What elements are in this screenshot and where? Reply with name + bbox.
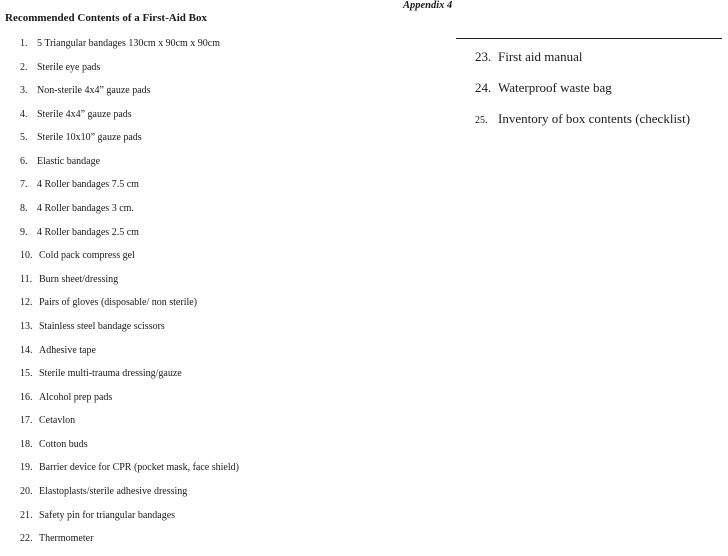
list-item: [20, 532, 239, 556]
contents-list-right: [475, 48, 690, 141]
list-item: [20, 202, 239, 226]
list-item: [20, 37, 239, 61]
item-number: 4.: [20, 108, 28, 120]
document-title: Recommended Contents of a First-Aid Box: [5, 12, 207, 24]
list-item: [20, 391, 239, 415]
list-item: [20, 414, 239, 438]
item-number: 25.: [475, 115, 488, 126]
list-item: [20, 249, 239, 273]
list-item: [20, 273, 239, 297]
list-item: [20, 461, 239, 485]
item-text: Sterile 10x10” gauze pads: [37, 132, 142, 144]
list-item: [20, 367, 239, 391]
list-item: [20, 61, 239, 85]
item-number: 19.: [20, 462, 33, 474]
item-number: 2.: [20, 61, 28, 73]
item-number: 22.: [20, 533, 33, 545]
contents-list-left: [20, 37, 239, 556]
item-number: 15.: [20, 368, 33, 380]
item-number: 6.: [20, 155, 28, 167]
item-text: Sterile multi-trauma dressing/gauze: [39, 368, 182, 380]
item-text: Thermometer: [39, 533, 94, 545]
list-item: [20, 226, 239, 250]
item-text: Cetavlon: [39, 415, 76, 427]
item-number: 7.: [20, 179, 28, 191]
item-text: Sterile 4x4” gauze pads: [37, 108, 132, 120]
item-text: Cold pack compress gel: [39, 250, 135, 262]
item-text: First aid manual: [498, 49, 583, 64]
item-number: 9.: [20, 226, 28, 238]
list-item: [20, 178, 239, 202]
item-text: 4 Roller bandages 7.5 cm: [37, 179, 139, 191]
item-number: 3.: [20, 85, 28, 97]
list-item: [20, 344, 239, 368]
item-number: 17.: [20, 415, 33, 427]
item-text: Safety pin for triangular bandages: [39, 509, 176, 521]
item-number: 14.: [20, 344, 33, 356]
item-number: 1.: [20, 38, 28, 49]
list-item: [475, 110, 690, 141]
item-number: 24.: [475, 80, 492, 95]
list-item: [20, 320, 239, 344]
item-text: Elastic bandage: [37, 155, 101, 167]
item-number: 12.: [20, 297, 33, 309]
item-number: 5.: [20, 132, 28, 144]
list-item: [20, 509, 239, 533]
item-number: 8.: [20, 203, 28, 215]
list-item: [20, 84, 239, 108]
item-number: 21.: [20, 509, 33, 521]
item-text: Adhesive tape: [39, 344, 96, 356]
item-text: Pairs of gloves (disposable/ non sterile): [39, 297, 198, 309]
item-text: Alcohol prep pads: [39, 391, 113, 403]
item-number: 16.: [20, 391, 33, 403]
list-item: [20, 108, 239, 132]
item-text: Waterproof waste bag: [498, 80, 612, 95]
item-text: 4 Roller bandages 2.5 cm: [37, 226, 139, 238]
item-number: 10.: [20, 250, 33, 262]
item-number: 18.: [20, 438, 33, 450]
item-text: Cotton buds: [39, 438, 88, 450]
item-number: 11.: [20, 273, 33, 285]
item-text: Sterile eye pads: [37, 61, 101, 73]
item-text: Barrier device for CPR (pocket mask, face shield): [39, 462, 239, 474]
list-item: [20, 131, 239, 155]
list-item: [20, 485, 239, 509]
appendix-label: Appendix 4: [403, 0, 453, 11]
item-number: 13.: [20, 320, 33, 332]
list-item: [20, 438, 239, 462]
list-item: [475, 48, 690, 79]
item-text: Elastoplasts/sterile adhesive dressing: [39, 485, 188, 497]
item-text: 4 Roller bandages 3 cm.: [37, 203, 134, 215]
item-text: Inventory of box contents (checklist): [498, 111, 691, 126]
item-text: Non-sterile 4x4” gauze pads: [37, 85, 151, 97]
horizontal-rule: [456, 38, 722, 39]
list-item: [475, 79, 690, 110]
item-text: Stainless steel bandage scissors: [39, 320, 165, 332]
list-item: [20, 296, 239, 320]
item-text: Burn sheet/dressing: [39, 273, 119, 285]
list-item: [20, 155, 239, 179]
item-text: 5 Triangular bandages 130cm x 90cm x 90cm: [37, 38, 221, 49]
item-number: 23.: [475, 49, 492, 64]
item-number: 20.: [20, 485, 33, 497]
